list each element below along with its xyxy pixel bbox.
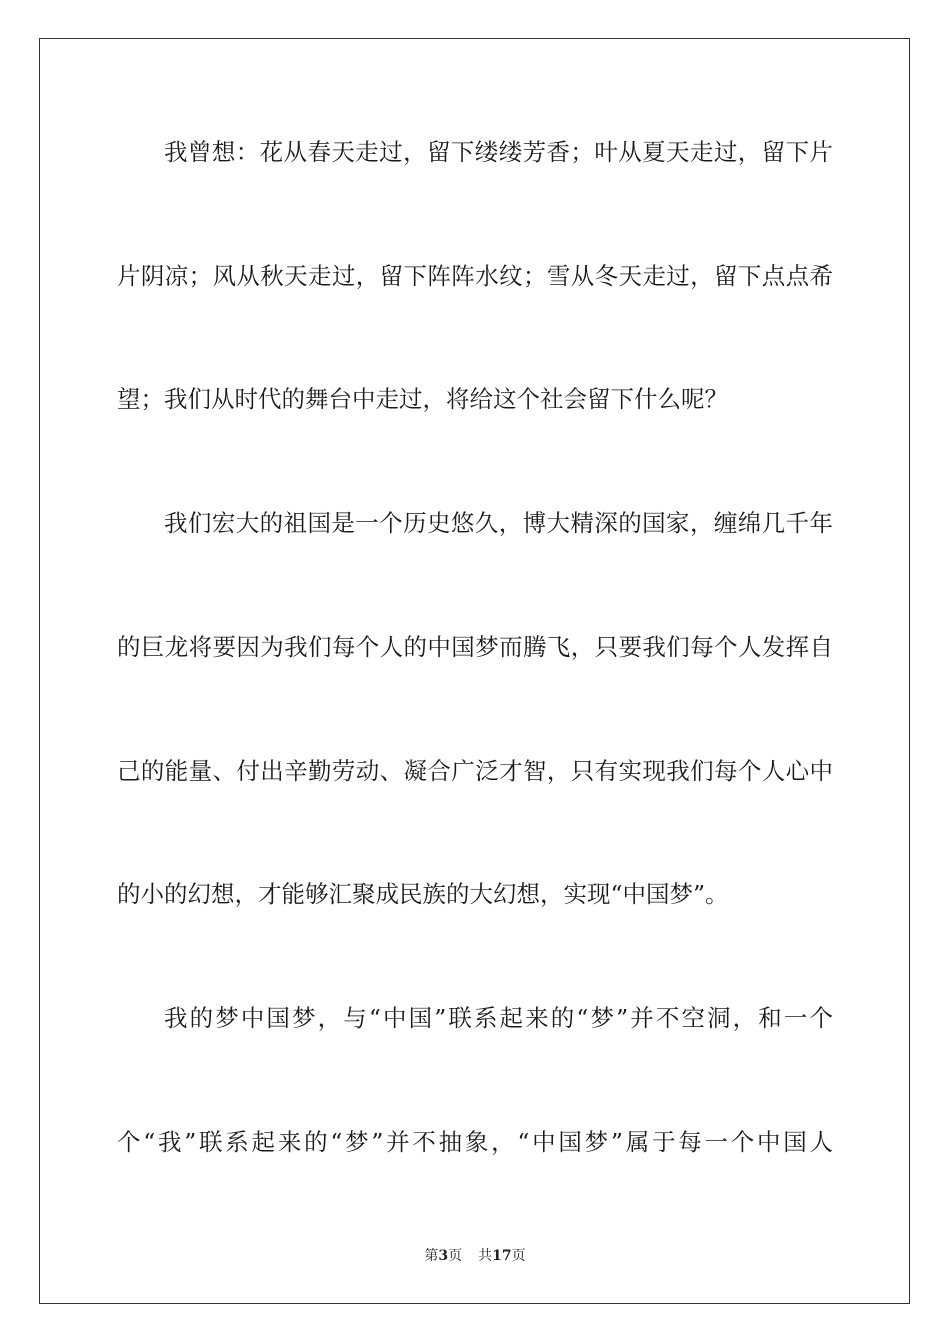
page-footer: [0, 1247, 950, 1265]
paragraph-3-line-2: 个“我”联系起来的“梦”并不抽象，“中国梦”属于每一个中国人: [117, 1128, 833, 1156]
paragraph-2-line-2: 的巨龙将要因为我们每个人的中国梦而腾飞，只要我们每个人发挥自: [117, 633, 833, 661]
paragraph-2-line-1: 我们宏大的祖国是一个历史悠久，博大精深的国家，缠绵几千年: [164, 509, 833, 537]
total-pages-number: 17: [492, 1248, 512, 1264]
paragraph-2-line-3: 己的能量、付出辛勤劳动、凝合广泛才智，只有实现我们每个人心中: [117, 757, 833, 785]
paragraph-1-line-3: 望；我们从时代的舞台中走过，将给这个社会留下什么呢？: [117, 385, 728, 413]
paragraph-1-line-2: 片阴凉；风从秋天走过，留下阵阵水纹；雪从冬天走过，留下点点希: [117, 262, 833, 290]
page-label-suffix: 页: [448, 1248, 463, 1264]
page-border: [39, 38, 910, 1304]
total-label-prefix: 共: [478, 1248, 493, 1264]
paragraph-2-line-4: 的小的幻想，才能够汇聚成民族的大幻想，实现“中国梦”。: [117, 880, 729, 908]
paragraph-1-line-1: 我曾想：花从春天走过，留下缕缕芳香；叶从夏天走过，留下片: [164, 138, 833, 166]
total-label-suffix: 页: [511, 1248, 526, 1264]
current-page-number: 3: [438, 1248, 449, 1264]
page-label-prefix: 第: [424, 1248, 439, 1264]
paragraph-3-line-1: 我的梦中国梦，与“中国”联系起来的“梦”并不空洞，和一个: [164, 1004, 833, 1032]
